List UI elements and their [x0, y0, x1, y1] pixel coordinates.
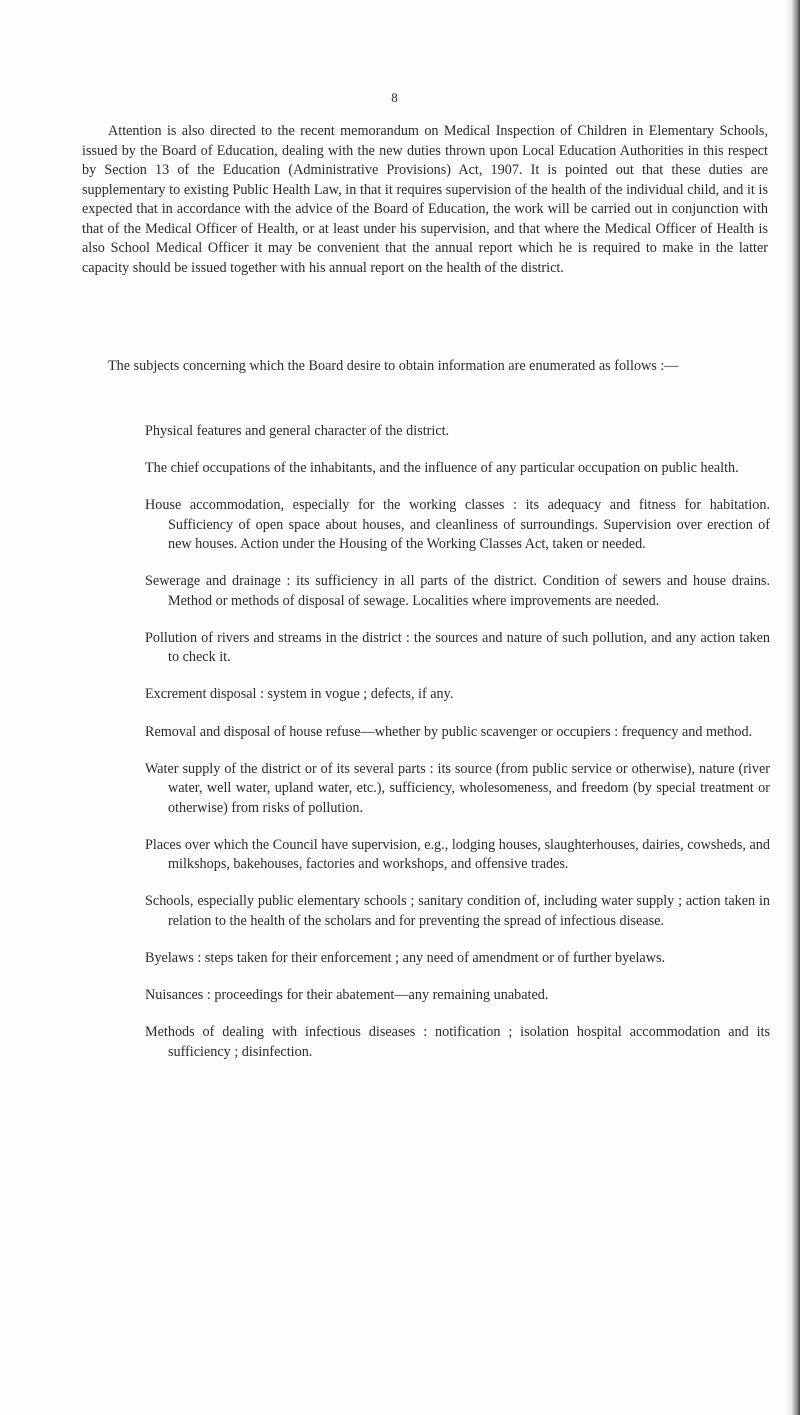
list-item: Schools, especially public elementary schools ; sanitary condition of, including water supply ; action taken in relation to the health of the scholars and for preventing the spread of infectious disease.	[145, 893, 770, 929]
list-item: House accommodation, especially for the working classes : its adequacy and fitness for habitation. Sufficiency of open space about houses, and cleanliness of surroundings. Supervision over erection of new houses. Action under the Housing of the Working Classes Act, taken or needed.	[145, 497, 770, 553]
page-number: 8	[391, 90, 399, 105]
list-item: Pollution of rivers and streams in the district : the sources and nature of such pollution, and any action taken to check it.	[145, 629, 770, 666]
intro-paragraph: Attention is also directed to the recent memorandum on Medical Inspection of Children in Elementary Schools, issued by the Board of Education, dealing with the new duties thrown upon Local Education Authorities in this respect by Section 13 of the Education (Administrative Provisions) Act, 1907. It is pointed out that these duties are supplementary to existing Public Health Law, in that it requires supervision of the health of the individual child, and it is expected that in accordance with the advice of the Board of Education, the work will be carried out in conjunction with that of the Medical Officer of Health, or at least under his supervision, and that where the Medical Officer of Health is also School Medical Officer it may be convenient that the annual report which he is required to make in the latter capacity should be issued together with his annual report on the health of the district.	[82, 123, 768, 276]
list-item: Nuisances : proceedings for their abatement—any remaining unabated.	[145, 987, 549, 1004]
list-item: Excrement disposal : system in vogue ; defects, if any.	[145, 686, 454, 703]
subjects-list	[145, 422, 770, 1080]
list-item: Physical features and general character of the district.	[145, 423, 450, 439]
page-edge-shadow	[786, 0, 800, 1415]
list-item: Methods of dealing with infectious diseases : notification ; isolation hospital accommodation and its sufficiency ; disinfection.	[145, 1024, 770, 1060]
list-item: The chief occupations of the inhabitants, and the influence of any particular occupation on public health.	[145, 460, 739, 477]
list-item: Byelaws : steps taken for their enforcement ; any need of amendment or of further byelaws.	[145, 949, 666, 966]
enumeration-intro-paragraph: The subjects concerning which the Board desire to obtain information are enumerated as follows :—	[108, 358, 679, 374]
list-item: Removal and disposal of house refuse—whether by public scavenger or occupiers : frequency and method.	[145, 723, 753, 740]
list-item: Water supply of the district or of its several parts : its source (from public service or otherwise), nature (river water, well water, upland water, etc.), sufficiency, wholesomeness, and freedom (by special treatment or otherwise) from risks of pollution.	[145, 760, 770, 816]
list-item: Places over which the Council have supervision, e.g., lodging houses, slaughterhouses, dairies, cowsheds, and milkshops, bakehouses, factories and workshops, and offensive trades.	[145, 836, 770, 873]
list-item: Sewerage and drainage : its sufficiency in all parts of the district. Condition of sewers and house drains. Method or methods of disposal of sewage. Localities where improvements are needed.	[145, 573, 770, 609]
